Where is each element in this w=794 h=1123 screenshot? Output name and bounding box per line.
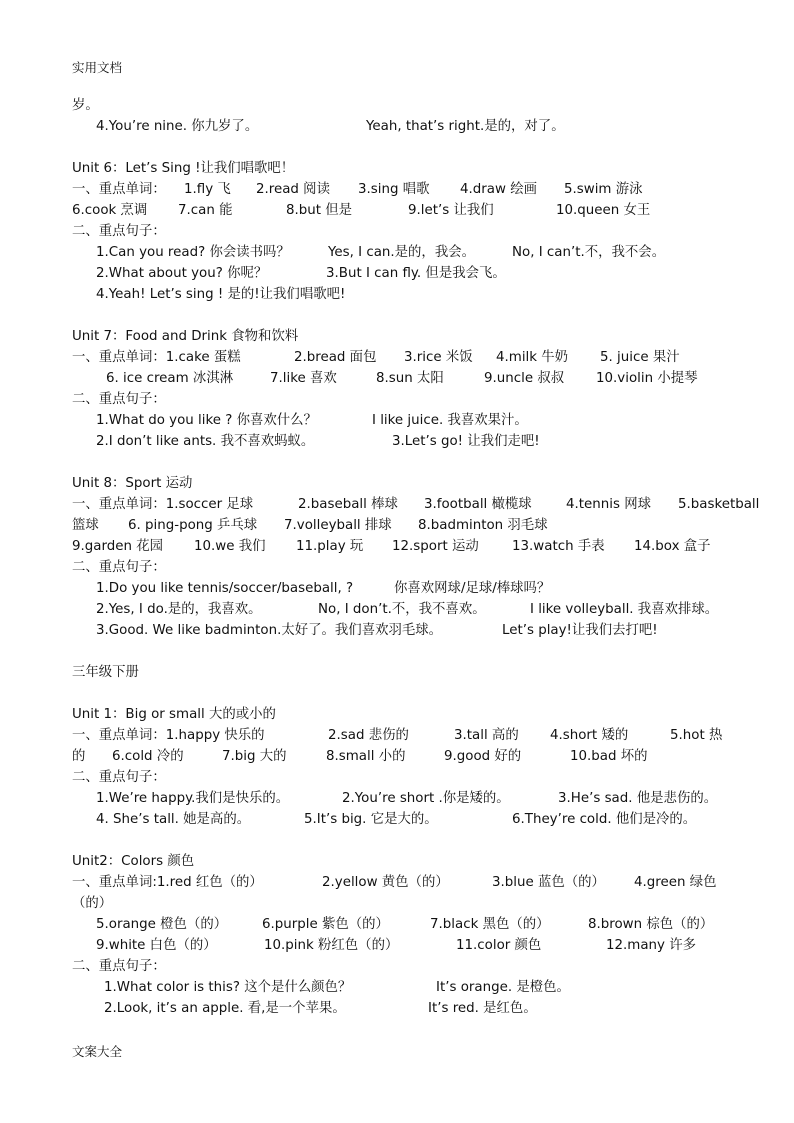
vocab-item: 8.badminton 羽毛球	[418, 518, 548, 533]
section-label: 二、重点句子：	[72, 560, 166, 575]
vocab-item: 10.pink 粉红色（的）	[264, 938, 399, 953]
sentence: 1.Do you like tennis/soccer/baseball, ?	[96, 581, 354, 596]
vocab-item: 8.but 但是	[286, 203, 353, 218]
sentence: It’s orange. 是橙色。	[436, 980, 570, 995]
vocab-item: 2.yellow 黄色（的）	[322, 875, 449, 890]
sentence: 3.Let’s go! 让我们走吧!	[392, 434, 540, 449]
vocab-item: 13.watch 手表	[512, 539, 605, 554]
vocab-item: 9.good 好的	[444, 749, 522, 764]
sentence: 2.Yes, I do.是的，我喜欢。	[96, 602, 262, 617]
page-footer: 文案大全	[72, 1044, 123, 1059]
vocab-item: 5.swim 游泳	[564, 182, 643, 197]
vocab-item: 2.baseball 棒球	[298, 497, 398, 512]
vocab-item: 8.sun 太阳	[376, 371, 444, 386]
vocab-item: 3.blue 蓝色（的）	[492, 875, 605, 890]
sentence: 3.Good. We like badminton.太好了。我们喜欢羽毛球。	[96, 623, 443, 638]
vocab-item: 10.violin 小提琴	[596, 371, 698, 386]
vocab-item: 2.bread 面包	[294, 350, 377, 365]
vocab-item: 的	[72, 749, 86, 764]
vocab-item: 4.draw 绘画	[460, 182, 537, 197]
vocab-item: 一、重点单词：1.happy 快乐的	[72, 728, 265, 743]
vocab-item: 12.many 许多	[606, 938, 696, 953]
sentence: 4.Yeah! Let’s sing ! 是的!让我们唱歌吧!	[96, 287, 346, 302]
sentence: 1.What do you like ? 你喜欢什么？	[96, 413, 317, 428]
sentence: Yeah, that’s right.是的，对了。	[366, 119, 565, 134]
sentence: 1.We’re happy.我们是快乐的。	[96, 791, 290, 806]
vocab-item: 12.sport 运动	[392, 539, 479, 554]
sentence: 1.What color is this? 这个是什么颜色？	[104, 980, 352, 995]
sentence: 1.Can you read? 你会读书吗？	[96, 245, 290, 260]
vocab-item: 一、重点单词：1.soccer 足球	[72, 497, 254, 512]
sentence: 3.But I can fly. 但是我会飞。	[326, 266, 506, 281]
sentence: 4. She’s tall. 她是高的。	[96, 812, 251, 827]
sentence: 6.They’re cold. 他们是冷的。	[512, 812, 697, 827]
sentence: Yes, I can.是的，我会。	[328, 245, 475, 260]
vocab-item: 10.bad 坏的	[570, 749, 648, 764]
vocab-item: 6. ice cream 冰淇淋	[106, 371, 234, 386]
vocab-item: （的）	[72, 896, 113, 911]
sentence: 2.I don’t like ants. 我不喜欢蚂蚁。	[96, 434, 315, 449]
sentence: I like juice. 我喜欢果汁。	[372, 413, 528, 428]
vocab-item: 2.sad 悲伤的	[328, 728, 409, 743]
vocab-item: 1.fly 飞	[184, 182, 231, 197]
unit-title: Unit 8：Sport 运动	[72, 476, 193, 491]
section-label: 二、重点句子：	[72, 224, 166, 239]
vocab-item: 8.small 小的	[326, 749, 406, 764]
sentence: No, I don’t.不，我不喜欢。	[318, 602, 486, 617]
vocab-item: 5.orange 橙色（的）	[96, 917, 228, 932]
vocab-item: 一、重点单词:1.red 红色（的）	[72, 875, 263, 890]
vocab-item: 4.milk 牛奶	[496, 350, 569, 365]
vocab-item: 10.we 我们	[194, 539, 266, 554]
vocab-item: 9.garden 花园	[72, 539, 164, 554]
unit-title: Unit 1：Big or small 大的或小的	[72, 707, 276, 722]
vocab-item: 11.color 颜色	[456, 938, 542, 953]
vocab-item: 10.queen 女王	[556, 203, 651, 218]
vocab-item: 4.short 矮的	[550, 728, 629, 743]
section-label: 二、重点句子：	[72, 770, 166, 785]
vocab-item: 7.big 大的	[222, 749, 287, 764]
vocab-item: 2.read 阅读	[256, 182, 330, 197]
vocab-item: 14.box 盒子	[634, 539, 711, 554]
vocab-item: 9.white 白色（的）	[96, 938, 217, 953]
page-header: 实用文档	[72, 60, 123, 75]
document-body	[72, 95, 762, 1019]
vocab-item: 3.football 橄榄球	[424, 497, 532, 512]
vocab-item: 一、重点单词：1.cake 蛋糕	[72, 350, 241, 365]
sentence: Let’s play!让我们去打吧!	[502, 623, 658, 638]
vocab-item: 7.can 能	[178, 203, 233, 218]
vocab-item: 9.let’s 让我们	[408, 203, 494, 218]
vocab-item: 8.brown 棕色（的）	[588, 917, 714, 932]
sentence: No, I can’t.不，我不会。	[512, 245, 666, 260]
vocab-item: 6. ping-pong 乒乓球	[128, 518, 258, 533]
vocab-item: 3.sing 唱歌	[358, 182, 430, 197]
vocab-item: 5. juice 果汁	[600, 350, 680, 365]
vocab-item: 5.basketball	[678, 497, 760, 512]
text-line: 岁。	[72, 98, 99, 113]
sentence: 你喜欢网球/足球/棒球吗？	[394, 581, 551, 596]
unit-title: Unit2：Colors 颜色	[72, 854, 195, 869]
sentence: It’s red. 是红色。	[428, 1001, 537, 1016]
vocab-item: 篮球	[72, 518, 99, 533]
unit-title: Unit 7：Food and Drink 食物和饮料	[72, 329, 299, 344]
vocab-item: 4.green 绿色	[634, 875, 717, 890]
vocab-item: 3.tall 高的	[454, 728, 519, 743]
sentence: I like volleyball. 我喜欢排球。	[530, 602, 719, 617]
sentence: 4.You’re nine. 你九岁了。	[96, 119, 259, 134]
vocab-item: 3.rice 米饭	[404, 350, 473, 365]
vocab-item: 6.cold 冷的	[112, 749, 184, 764]
sentence: 2.What about you? 你呢？	[96, 266, 268, 281]
sentence: 2.Look, it’s an apple. 看,是一个苹果。	[104, 1001, 346, 1016]
sentence: 2.You’re short .你是矮的。	[342, 791, 510, 806]
vocab-item: 7.like 喜欢	[270, 371, 337, 386]
grade-heading: 三年级下册	[72, 665, 139, 680]
sentence: 5.It’s big. 它是大的。	[304, 812, 438, 827]
vocab-item: 6.cook 烹调	[72, 203, 148, 218]
vocab-item: 5.hot 热	[670, 728, 723, 743]
vocab-item: 11.play 玩	[296, 539, 364, 554]
vocab-item: 7.black 黑色（的）	[430, 917, 550, 932]
sentence: 3.He’s sad. 他是悲伤的。	[558, 791, 718, 806]
section-label: 一、重点单词：	[72, 182, 166, 197]
section-label: 二、重点句子：	[72, 392, 166, 407]
vocab-item: 4.tennis 网球	[566, 497, 651, 512]
section-label: 二、重点句子：	[72, 959, 166, 974]
vocab-item: 6.purple 紫色（的）	[262, 917, 389, 932]
vocab-item: 7.volleyball 排球	[284, 518, 392, 533]
unit-title: Unit 6：Let’s Sing !让我们唱歌吧！	[72, 161, 295, 176]
vocab-item: 9.uncle 叔叔	[484, 371, 565, 386]
